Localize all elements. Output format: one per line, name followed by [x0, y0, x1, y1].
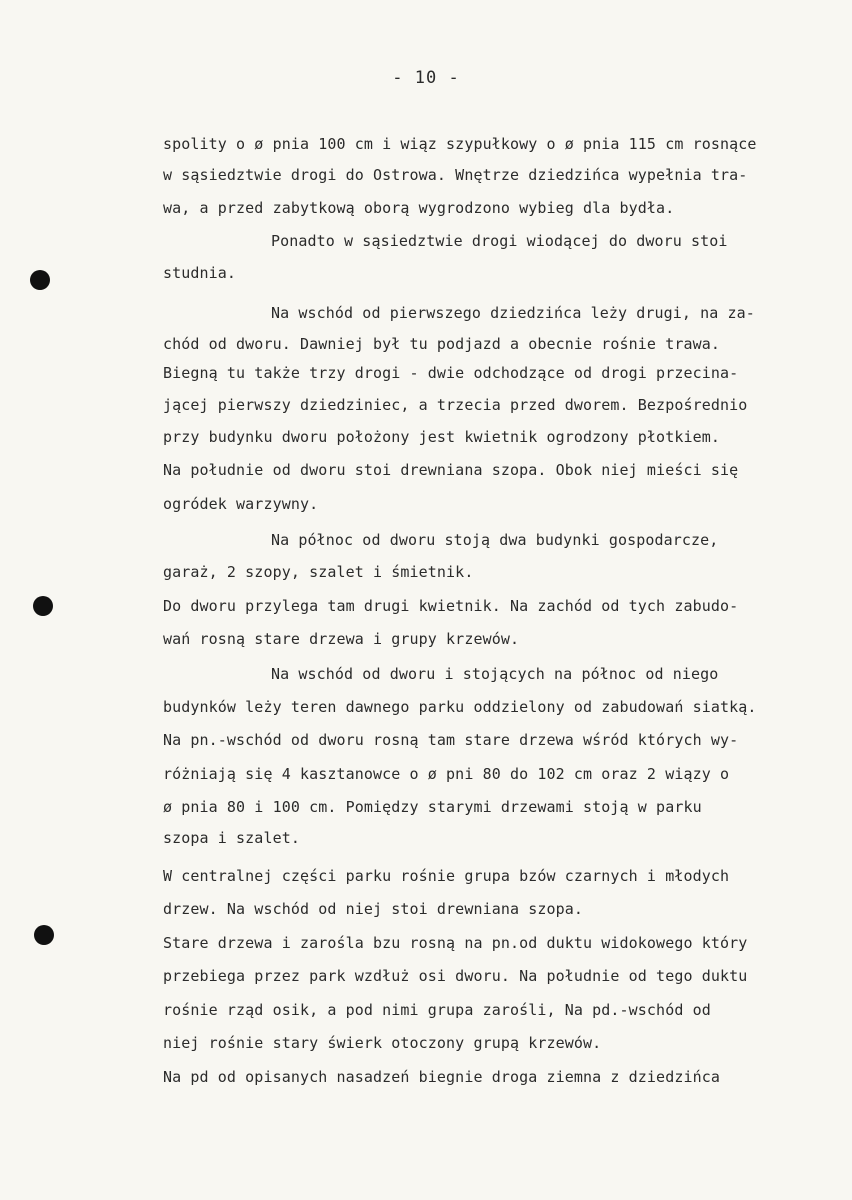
- punch-hole-icon: [34, 925, 54, 945]
- text-line: wań rosną stare drzewa i grupy krzewów.: [163, 630, 520, 648]
- text-line: ogródek warzywny.: [163, 495, 319, 513]
- text-line: Do dworu przylega tam drugi kwietnik. Na zachód od tych zabudo-: [163, 597, 739, 615]
- text-line: Na wschód od dworu i stojących na północ od niego: [271, 665, 719, 683]
- text-line: Na północ od dworu stoją dwa budynki gospodarcze,: [271, 531, 719, 549]
- text-line: przy budynku dworu położony jest kwietnik ogrodzony płotkiem.: [163, 428, 720, 446]
- text-line: W centralnej części parku rośnie grupa bzów czarnych i młodych: [163, 867, 730, 885]
- text-line: spolity o ø pnia 100 cm i wiąz szypułkowy o ø pnia 115 cm rosnące: [163, 135, 757, 153]
- text-line: Stare drzewa i zarośla bzu rosną na pn.od duktu widokowego który: [163, 934, 748, 952]
- text-line: Na pn.-wschód od dworu rosną tam stare drzewa wśród których wy-: [163, 731, 739, 749]
- text-line: ø pnia 80 i 100 cm. Pomiędzy starymi drzewami stoją w parku: [163, 798, 702, 816]
- text-line: szopa i szalet.: [163, 829, 300, 847]
- text-line: chód od dworu. Dawniej był tu podjazd a obecnie rośnie trawa.: [163, 335, 720, 353]
- punch-hole-icon: [30, 270, 50, 290]
- text-line: Ponadto w sąsiedztwie drogi wiodącej do dworu stoi: [271, 232, 728, 250]
- text-line: niej rośnie stary świerk otoczony grupą krzewów.: [163, 1034, 602, 1052]
- page-number: - 10 -: [392, 68, 460, 88]
- text-line: Biegną tu także trzy drogi - dwie odchodzące od drogi przecina-: [163, 364, 739, 382]
- text-line: Na pd od opisanych nasadzeń biegnie droga ziemna z dziedzińca: [163, 1068, 720, 1086]
- text-line: różniają się 4 kasztanowce o ø pni 80 do 102 cm oraz 2 wiązy o: [163, 765, 730, 783]
- text-line: rośnie rząd osik, a pod nimi grupa zarośli, Na pd.-wschód od: [163, 1001, 711, 1019]
- text-line: jącej pierwszy dziedziniec, a trzecia przed dworem. Bezpośrednio: [163, 396, 748, 414]
- text-line: studnia.: [163, 264, 237, 282]
- text-line: Na południe od dworu stoi drewniana szopa. Obok niej mieści się: [163, 461, 739, 479]
- text-line: budynków leży teren dawnego parku oddzielony od zabudowań siatką.: [163, 698, 757, 716]
- text-line: Na wschód od pierwszego dziedzińca leży drugi, na za-: [271, 304, 755, 322]
- text-line: przebiega przez park wzdłuż osi dworu. Na południe od tego duktu: [163, 967, 748, 985]
- text-line: w sąsiedztwie drogi do Ostrowa. Wnętrze dziedzińca wypełnia tra-: [163, 166, 748, 184]
- punch-hole-icon: [33, 596, 53, 616]
- text-line: drzew. Na wschód od niej stoi drewniana szopa.: [163, 900, 584, 918]
- text-line: garaż, 2 szopy, szalet i śmietnik.: [163, 563, 474, 581]
- text-line: wa, a przed zabytkową oborą wygrodzono wybieg dla bydła.: [163, 199, 675, 217]
